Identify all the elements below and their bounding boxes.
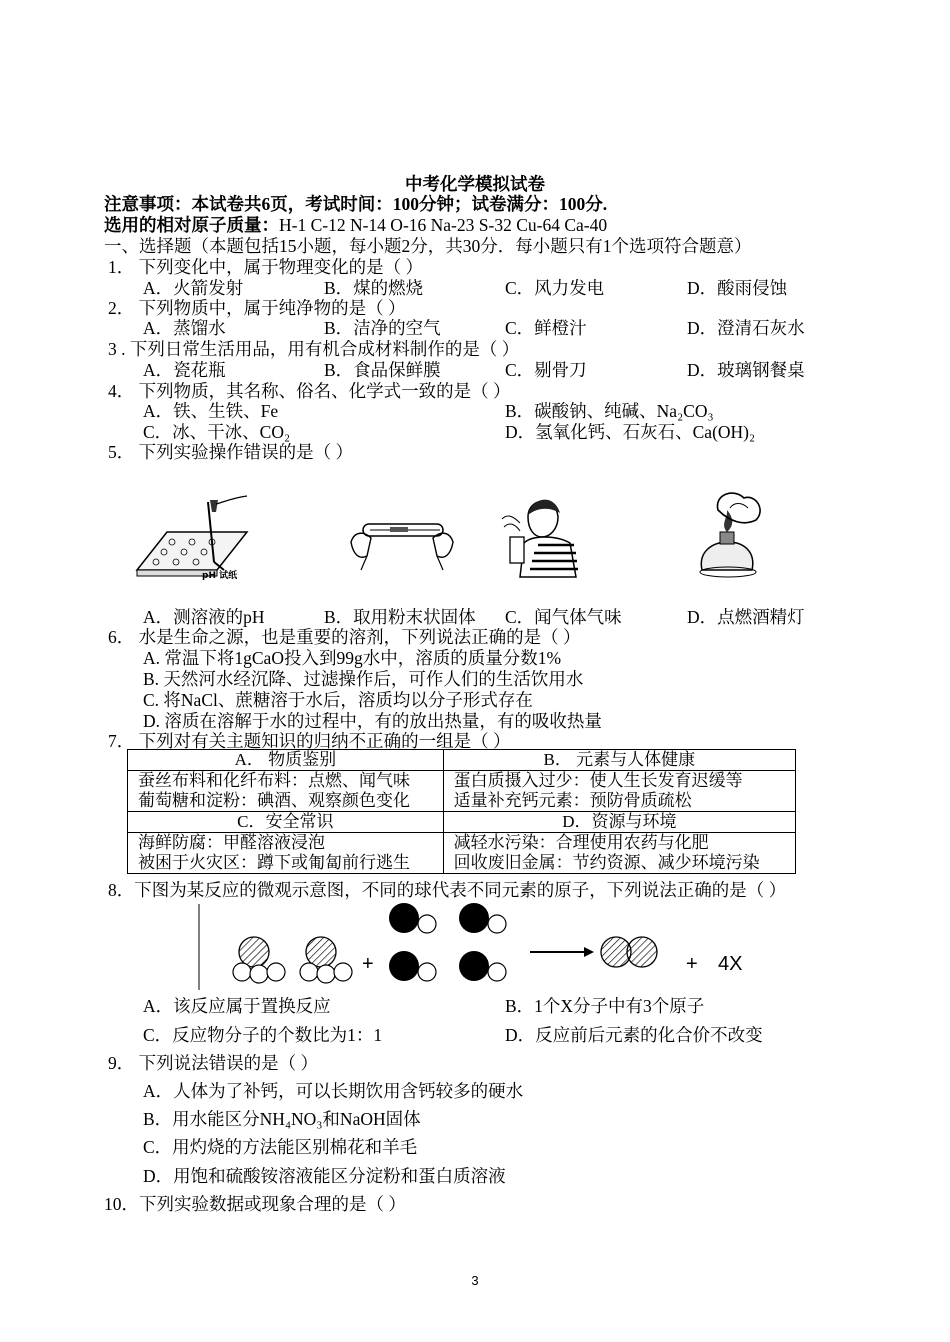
q7-d-line1: 减轻水污染：合理使用农药与化肥 bbox=[453, 833, 709, 852]
ph-paper-label: pH 试纸 bbox=[202, 571, 238, 581]
reactant-molecule-1 bbox=[233, 937, 285, 983]
notice: 注意事项：本试卷共6页，考试时间：100分钟；试卷满分：100分. bbox=[104, 194, 608, 214]
q7-d-line2: 回收废旧金属：节约资源、减少环境污染 bbox=[453, 853, 760, 872]
q5-option-a: A．测溶液的pH bbox=[143, 607, 265, 627]
reactant-molecule-2 bbox=[300, 937, 352, 983]
q4-option-c: C．冰、干冰、CO₂ bbox=[143, 422, 291, 442]
q7-a-line1: 蚕丝布料和化纤布料：点燃、闻气味 bbox=[138, 771, 410, 790]
q3-option-d: D．玻璃钢餐桌 bbox=[687, 360, 805, 380]
atomic-masses bbox=[104, 215, 607, 235]
q5-option-b: B．取用粉末状固体 bbox=[324, 607, 476, 627]
q1-option-d: D．酸雨侵蚀 bbox=[687, 278, 788, 298]
q6-option-b: B. 天然河水经沉降、过滤操作后，可作人们的生活饮用水 bbox=[143, 669, 584, 689]
q6-option-c: C. 将NaCl、蔗糖溶于水后，溶质均以分子形式存在 bbox=[143, 690, 533, 710]
q3-option-a: A．瓷花瓶 bbox=[143, 360, 226, 380]
q10-stem: 10．下列实验数据或现象合理的是（ ） bbox=[104, 1194, 406, 1214]
black-molecule-1 bbox=[389, 903, 436, 933]
q9-option-b: B．用水能区分NH₄NO₃和NaOH固体 bbox=[143, 1109, 421, 1129]
q7-head-d: D．资源与环境 bbox=[443, 812, 795, 833]
q2-option-b: B．洁净的空气 bbox=[324, 318, 441, 338]
q4-option-a: A．铁、生铁、Fe bbox=[143, 401, 279, 421]
black-molecule-3 bbox=[389, 951, 436, 981]
q6-option-d: D. 溶质在溶解于水的过程中，有的放出热量，有的吸收热量 bbox=[143, 711, 602, 731]
plus-sign-1: + bbox=[362, 953, 374, 975]
q1-stem: 1． 下列变化中，属于物理变化的是（ ） bbox=[108, 257, 423, 277]
q4-stem: 4． 下列物质，其名称、俗名、化学式一致的是（ ） bbox=[108, 381, 511, 401]
q7-cell-c bbox=[128, 833, 444, 874]
q7-knowledge-table bbox=[127, 749, 796, 874]
page-number: 3 bbox=[471, 1273, 479, 1288]
q4-option-d: D．氢氧化钙、石灰石、Ca(OH)₂ bbox=[505, 422, 756, 442]
q4-option-b: B．碳酸钠、纯碱、Na₂CO₃ bbox=[505, 401, 714, 421]
q3-option-b: B．食品保鲜膜 bbox=[324, 360, 441, 380]
q7-head-b: B． 元素与人体健康 bbox=[443, 750, 795, 771]
q7-cell-d bbox=[443, 833, 795, 874]
black-molecule-2 bbox=[459, 903, 506, 933]
atomic-masses-label: 选用的相对原子质量： bbox=[104, 215, 279, 235]
reaction-arrow bbox=[530, 947, 594, 957]
reaction-diagram bbox=[196, 902, 776, 994]
q9-option-c: C．用灼烧的方法能区别棉花和羊毛 bbox=[143, 1137, 418, 1157]
q3-option-c: C．剔骨刀 bbox=[505, 360, 587, 380]
q7-c-line1: 海鲜防腐：甲醛溶液浸泡 bbox=[138, 833, 325, 852]
q2-option-c: C．鲜橙汁 bbox=[505, 318, 587, 338]
q7-a-line2: 葡萄糖和淀粉：碘酒、观察颜色变化 bbox=[138, 791, 410, 810]
ph-test-figure bbox=[132, 492, 252, 582]
exam-title: 中考化学模拟试卷 bbox=[405, 174, 545, 194]
q9-option-a: A．人体为了补钙，可以长期饮用含钙较多的硬水 bbox=[143, 1081, 524, 1101]
alcohol-lamp-figure bbox=[690, 490, 775, 580]
q2-option-d: D．澄清石灰水 bbox=[687, 318, 805, 338]
q8-stem: 8．下图为某反应的微观示意图，不同的球代表不同元素的原子，下列说法正确的是（ ） bbox=[108, 880, 787, 900]
powder-tube-figure bbox=[345, 512, 460, 572]
q9-option-d: D．用饱和硫酸铵溶液能区分淀粉和蛋白质溶液 bbox=[143, 1166, 506, 1186]
q7-b-line2: 适量补充钙元素：预防骨质疏松 bbox=[453, 791, 692, 810]
smell-gas-figure bbox=[498, 487, 580, 579]
plus-sign-2: + bbox=[686, 953, 698, 975]
q5-option-d: D．点燃酒精灯 bbox=[687, 607, 805, 627]
q1-option-a: A．火箭发射 bbox=[143, 278, 244, 298]
black-molecule-4 bbox=[459, 951, 506, 981]
product-x-term: 4X bbox=[718, 953, 743, 975]
q7-cell-a bbox=[128, 771, 444, 812]
q2-stem: 2． 下列物质中，属于纯净物的是（ ） bbox=[108, 298, 406, 318]
q1-option-b: B．煤的燃烧 bbox=[324, 278, 424, 298]
q3-stem: 3 . 下列日常生活用品，用有机合成材料制作的是（ ） bbox=[108, 339, 520, 359]
q2-option-a: A．蒸馏水 bbox=[143, 318, 226, 338]
q8-option-b: B．1个X分子中有3个原子 bbox=[505, 996, 705, 1016]
q7-stem: 7． 下列对有关主题知识的归纳不正确的一组是（ ） bbox=[108, 731, 511, 751]
q5-option-c: C．闻气体气味 bbox=[505, 607, 622, 627]
q9-stem: 9． 下列说法错误的是（ ） bbox=[108, 1053, 318, 1073]
q7-b-line1: 蛋白质摄入过少：使人生长发育迟缓等 bbox=[453, 771, 743, 790]
q8-option-c: C．反应物分子的个数比为1：1 bbox=[143, 1025, 383, 1045]
atomic-masses-values: H-1 C-12 N-14 O-16 Na-23 S-32 Cu-64 Ca-40 bbox=[279, 215, 608, 235]
q6-stem: 6． 水是生命之源，也是重要的溶剂，下列说法正确的是（ ） bbox=[108, 627, 581, 647]
q6-option-a: A. 常温下将1gCaO投入到99g水中，溶质的质量分数1% bbox=[143, 648, 562, 668]
q7-c-line2: 被困于火灾区：蹲下或匍匐前行逃生 bbox=[138, 853, 410, 872]
q8-option-d: D．反应前后元素的化合价不改变 bbox=[505, 1025, 763, 1045]
q7-head-c: C．安全常识 bbox=[128, 812, 444, 833]
q7-cell-b bbox=[443, 771, 795, 812]
product-molecule bbox=[601, 937, 657, 967]
q5-stem: 5． 下列实验操作错误的是（ ） bbox=[108, 442, 353, 462]
section-heading: 一、选择题（本题包括15小题，每小题2分，共30分．每小题只有1个选项符合题意） bbox=[104, 236, 752, 256]
q7-head-a: A． 物质鉴别 bbox=[128, 750, 444, 771]
q1-option-c: C．风力发电 bbox=[505, 278, 605, 298]
q8-option-a: A．该反应属于置换反应 bbox=[143, 996, 331, 1016]
